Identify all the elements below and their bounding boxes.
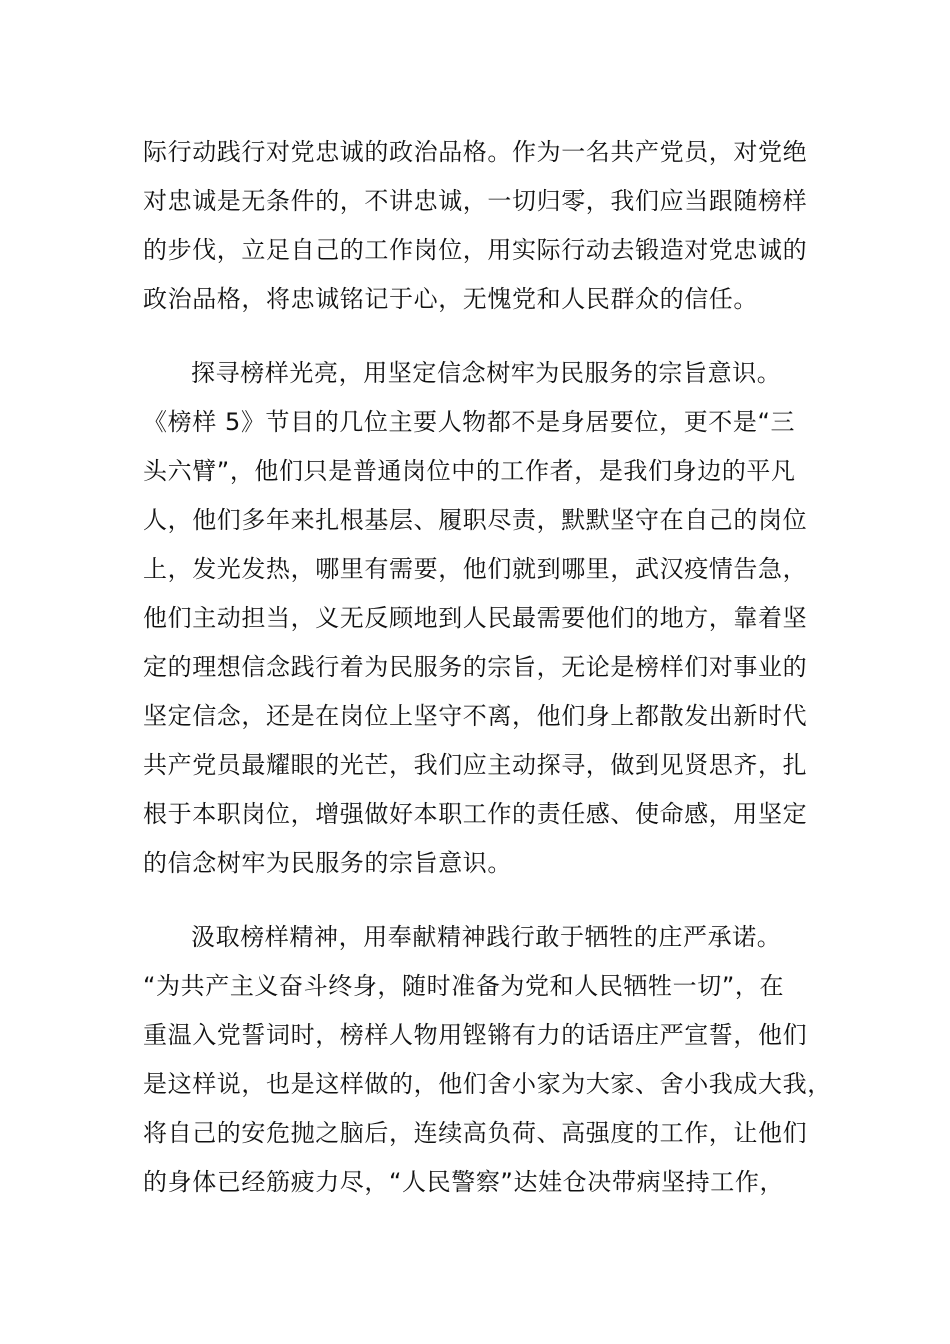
paragraph-2-line-3: 头六臂”，他们只是普通岗位中的工作者，是我们身边的平凡 xyxy=(143,457,796,485)
paragraph-2-line-10: 根于本职岗位，增强做好本职工作的责任感、使命感，用坚定 xyxy=(143,800,808,828)
paragraph-2-line-6: 他们主动担当，义无反顾地到人民最需要他们的地方，靠着坚 xyxy=(143,604,808,632)
paragraph-2-line-7: 定的理想信念践行着为民服务的宗旨，无论是榜样们对事业的 xyxy=(143,653,808,681)
paragraph-2-line-9: 共产党员最耀眼的光芒，我们应主动探寻，做到见贤思齐，扎 xyxy=(143,751,808,779)
paragraph-2-line-8: 坚定信念，还是在岗位上坚守不离，他们身上都散发出新时代 xyxy=(143,702,808,730)
paragraph-2-line-2: 《榜样 5》节目的几位主要人物都不是身居要位，更不是“三 xyxy=(143,408,796,436)
paragraph-3-line-4: 是这样说，也是这样做的，他们舍小家为大家、舍小我成大我， xyxy=(143,1070,832,1098)
paragraph-3-line-5: 将自己的安危抛之脑后，连续高负荷、高强度的工作，让他们 xyxy=(143,1119,808,1147)
paragraph-3-line-6: 的身体已经筋疲力尽，“人民警察”达娃仓决带病坚持工作， xyxy=(143,1168,785,1196)
paragraph-1-line-4: 政治品格，将忠诚铭记于心，无愧党和人民群众的信任。 xyxy=(143,285,758,313)
paragraph-3-line-3: 重温入党誓词时，榜样人物用铿锵有力的话语庄严宣誓，他们 xyxy=(143,1021,808,1049)
paragraph-1-line-2: 对忠诚是无条件的，不讲忠诚，一切归零，我们应当跟随榜样 xyxy=(143,187,808,215)
paragraph-2-line-1: 探寻榜样光亮，用坚定信念树牢为民服务的宗旨意识。 xyxy=(191,359,782,387)
paragraph-3-line-2: “为共产主义奋斗终身，随时准备为党和人民牺牲一切”，在 xyxy=(143,972,785,1000)
paragraph-2-line-11: 的信念树牢为民服务的宗旨意识。 xyxy=(143,849,512,877)
paragraph-1-line-1: 际行动践行对党忠诚的政治品格。作为一名共产党员，对党绝 xyxy=(143,138,808,166)
paragraph-2-line-5: 上，发光发热，哪里有需要，他们就到哪里，武汉疫情告急， xyxy=(143,555,808,583)
paragraph-2-line-4: 人，他们多年来扎根基层、履职尽责，默默坚守在自己的岗位 xyxy=(143,506,808,534)
paragraph-3-line-1: 汲取榜样精神，用奉献精神践行敢于牺牲的庄严承诺。 xyxy=(191,923,782,951)
paragraph-1-line-3: 的步伐，立足自己的工作岗位，用实际行动去锻造对党忠诚的 xyxy=(143,236,808,264)
